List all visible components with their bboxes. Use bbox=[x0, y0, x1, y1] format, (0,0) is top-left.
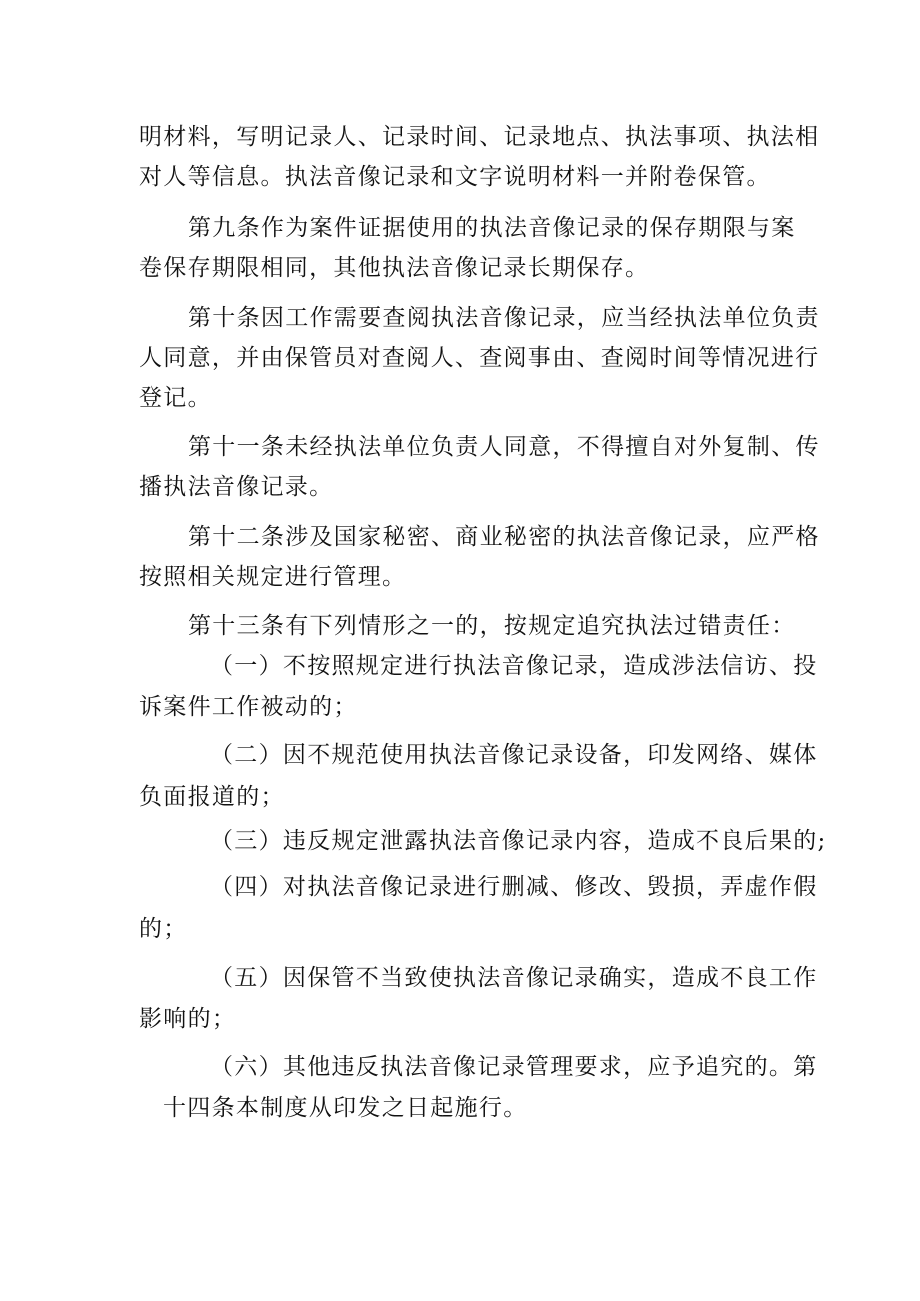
text-line: （一）不按照规定进行执法音像记录，造成涉法信访、投 bbox=[210, 653, 818, 679]
text-line: 第十条因工作需要查阅执法音像记录，应当经执法单位负责 bbox=[188, 305, 820, 331]
text-line: 按照相关规定进行管理。 bbox=[139, 564, 407, 590]
text-line: 登记。 bbox=[139, 385, 212, 411]
text-line: 明材料，写明记录人、记录时间、记录地点、执法事项、执法相 bbox=[139, 124, 820, 150]
text-line: 十四条本制度从印发之日起施行。 bbox=[163, 1095, 528, 1121]
text-line: 对人等信息。执法音像记录和文字说明材料一并附卷保管。 bbox=[139, 164, 771, 190]
text-line: 人同意，并由保管员对查阅人、查阅事由、查阅时间等情况进行 bbox=[139, 345, 820, 371]
text-line: 第十三条有下列情形之一的，按规定追究执法过错责任： bbox=[188, 613, 796, 639]
text-line: 影响的； bbox=[139, 1006, 237, 1032]
text-line: 播执法音像记录。 bbox=[139, 474, 334, 500]
text-line: 第十二条涉及国家秘密、商业秘密的执法音像记录，应严格 bbox=[188, 524, 820, 550]
text-line: （六）其他违反执法音像记录管理要求，应予追究的。第 bbox=[210, 1054, 818, 1080]
text-line: 第九条作为案件证据使用的执法音像记录的保存期限与案 bbox=[188, 215, 796, 241]
text-line: （二）因不规范使用执法音像记录设备，印发网络、媒体 bbox=[210, 742, 818, 768]
text-line: 第十一条未经执法单位负责人同意，不得擅自对外复制、传 bbox=[188, 434, 820, 460]
text-line: （四）对执法音像记录进行删减、修改、毁损，弄虚作假 bbox=[210, 874, 818, 900]
text-line: 负面报道的； bbox=[139, 784, 285, 810]
text-line: （五）因保管不当致使执法音像记录确实，造成不良工作 bbox=[210, 965, 818, 991]
text-line: （三）违反规定泄露执法音像记录内容，造成不良后果的; bbox=[210, 828, 827, 854]
text-line: 诉案件工作被动的； bbox=[139, 694, 358, 720]
text-line: 卷保存期限相同，其他执法音像记录长期保存。 bbox=[139, 255, 650, 281]
text-line: 的； bbox=[139, 916, 188, 942]
